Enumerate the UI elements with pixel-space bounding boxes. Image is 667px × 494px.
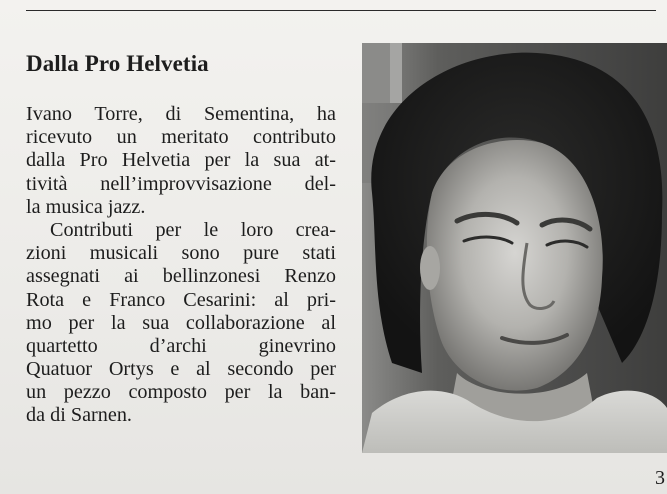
portrait-image: [362, 43, 667, 453]
article-line: quartetto d’archi ginevrino: [26, 334, 336, 357]
article-line: Quatuor Ortys e al secondo per: [26, 358, 336, 381]
article-line: tività nell’improvvisazione del-: [26, 172, 336, 195]
page-number: 3: [655, 467, 665, 489]
article-line: assegnati ai bellinzonesi Renzo: [26, 265, 336, 288]
article-line: dalla Pro Helvetia per la sua at-: [26, 149, 336, 172]
article-line: zioni musicali sono pure stati: [26, 242, 336, 265]
article-line: Ivano Torre, di Sementina, ha: [26, 103, 336, 125]
article-line: la musica jazz.: [26, 195, 146, 218]
article-title: Dalla Pro Helvetia: [26, 51, 209, 76]
article-line: mo per la sua collaborazione al: [26, 311, 336, 334]
article-line: Rota e Franco Cesarini: al pri-: [26, 288, 336, 311]
article-line: ricevuto un meritato contributo: [26, 126, 336, 149]
article-body: [26, 103, 336, 428]
portrait-photo: [362, 43, 667, 453]
article-line: un pezzo composto per la ban-: [26, 381, 336, 404]
article-line: Contributi per le loro crea-: [50, 218, 336, 241]
top-rule: [26, 10, 656, 11]
article-line: da di Sarnen.: [26, 404, 132, 427]
